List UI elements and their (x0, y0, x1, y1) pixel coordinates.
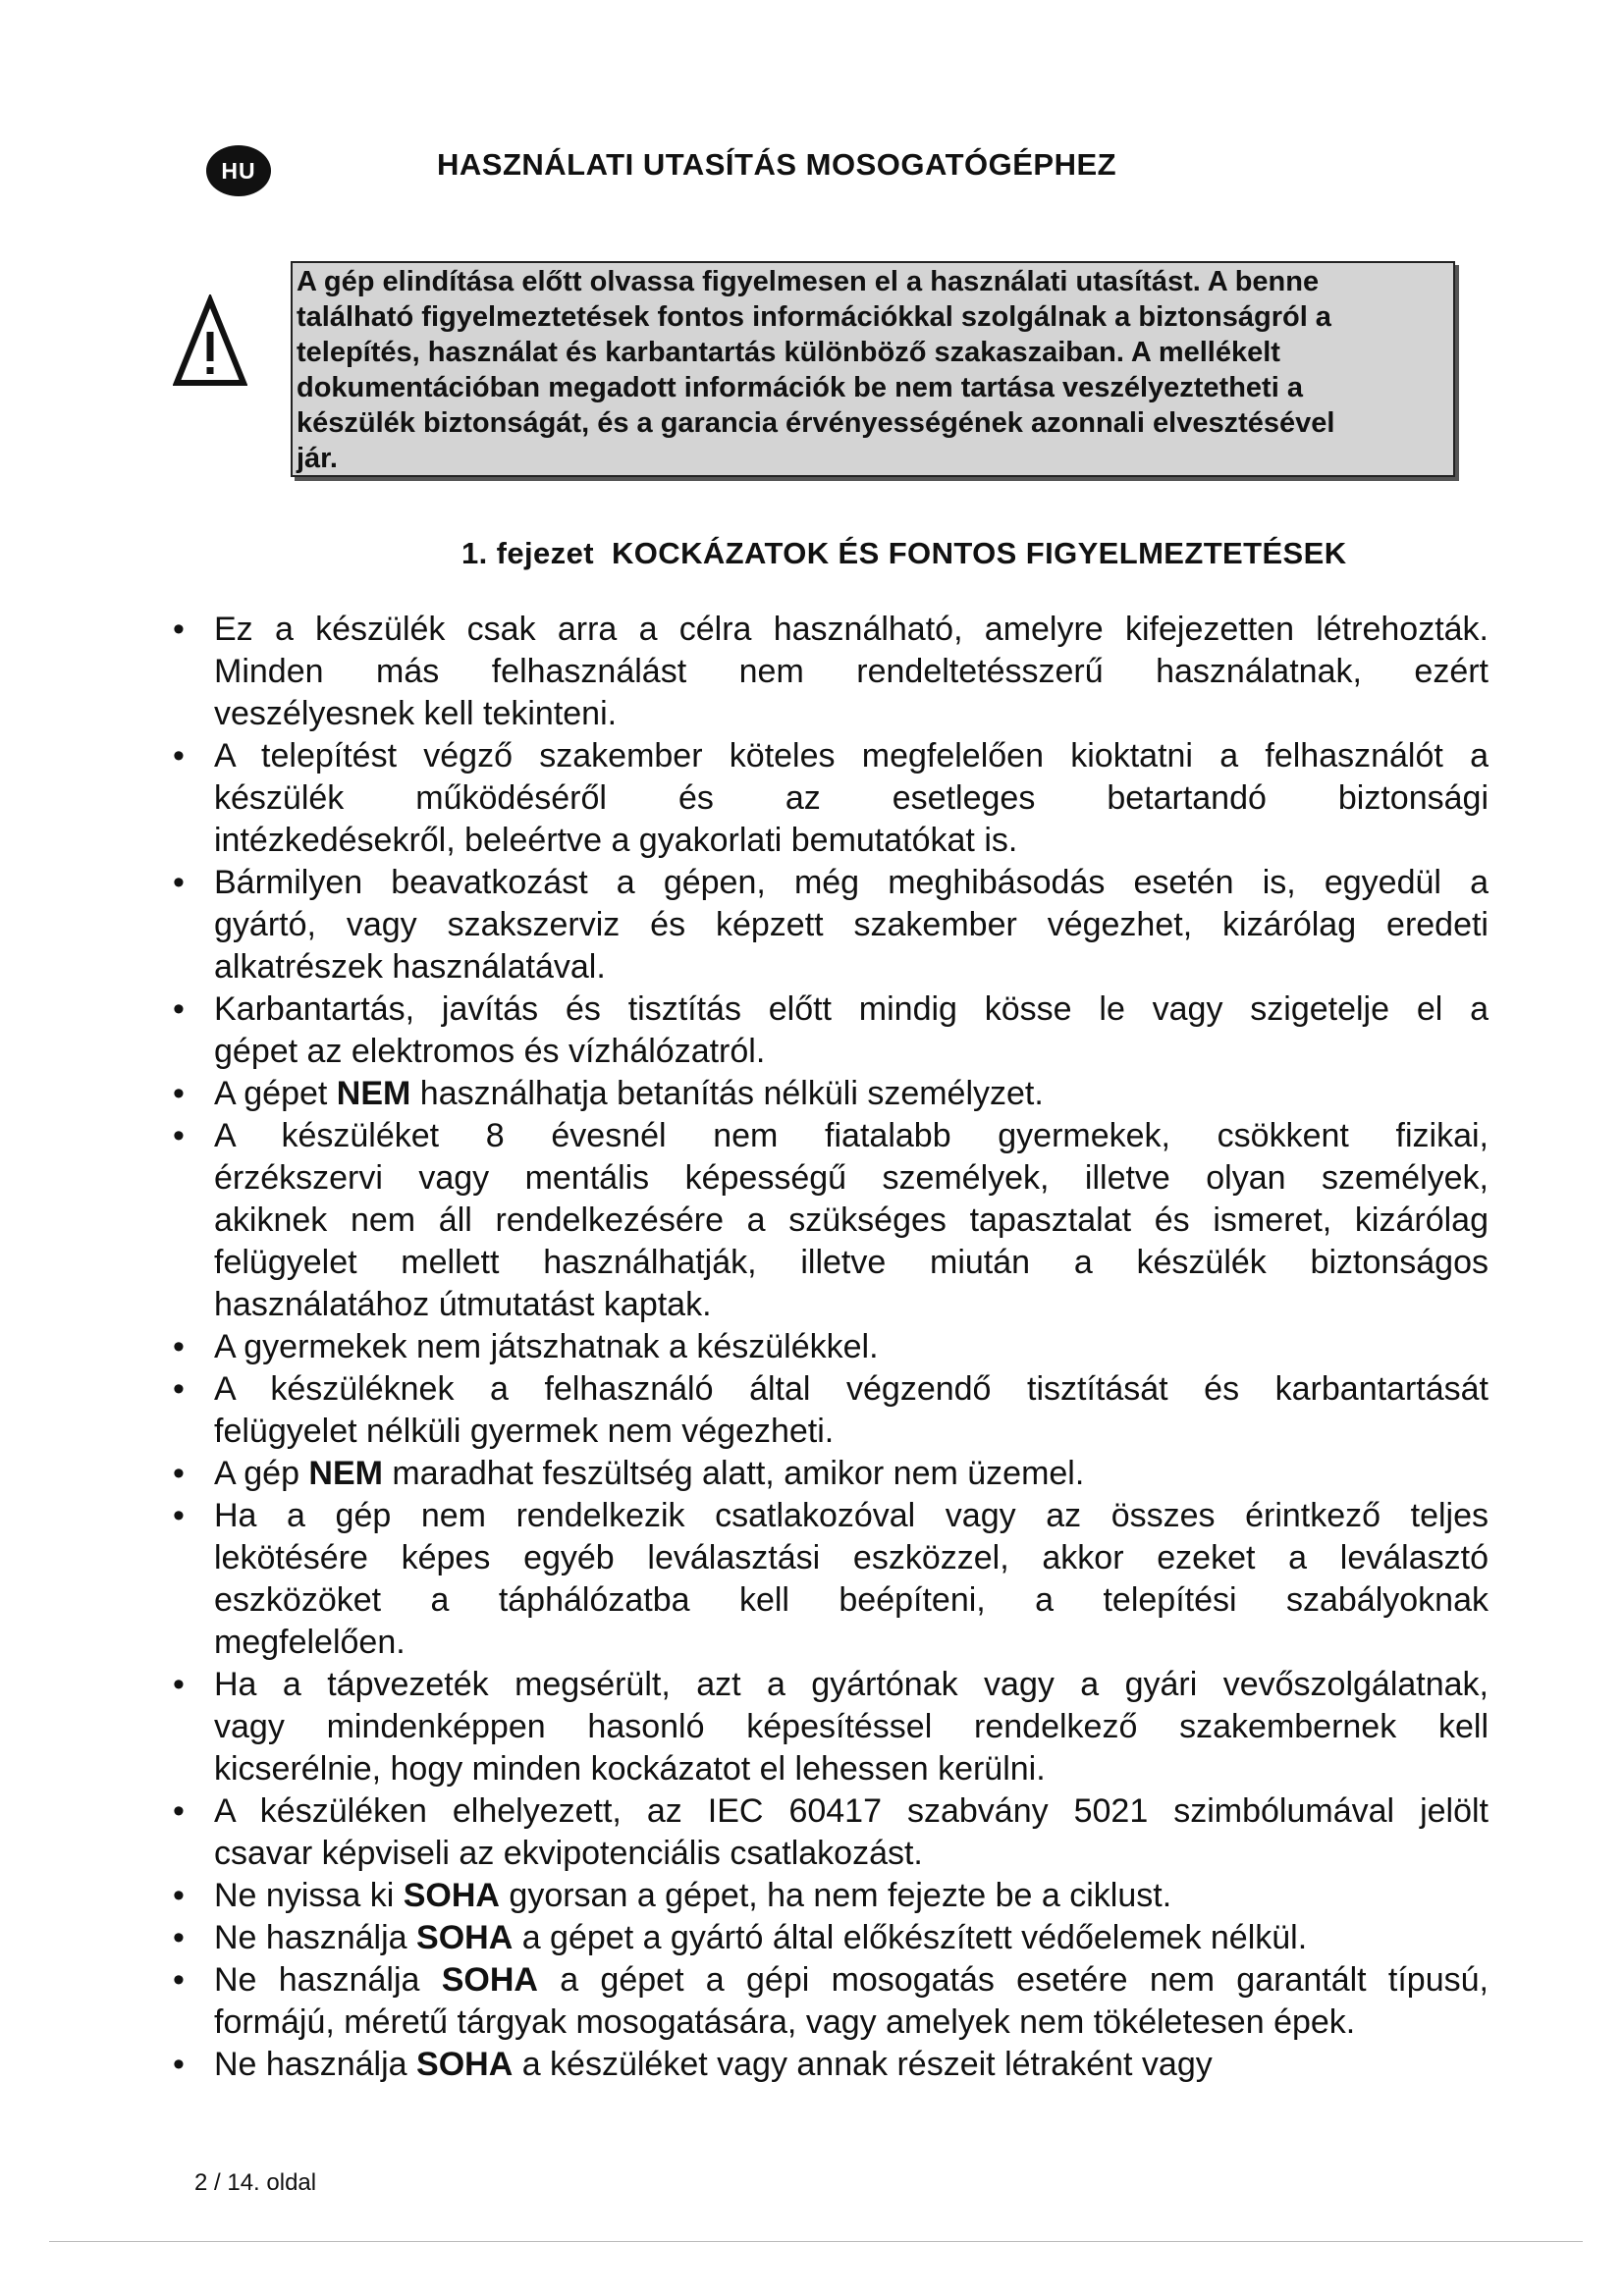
list-item (173, 1875, 1489, 1917)
list-item (173, 1073, 1489, 1115)
list-item-line: A telepítést végző szakember köteles megfelelően kioktatni a felhasználót a (214, 737, 1489, 774)
list-item (173, 735, 1489, 862)
list-item-text: Ne használja (214, 1919, 417, 1956)
list-item (173, 988, 1489, 1073)
risk-warnings-list (173, 609, 1489, 2086)
list-item-line: Ha a gép nem rendelkezik csatlakozóval vagy az összes érintkező teljes (214, 1497, 1489, 1534)
emphasis-text: NEM (308, 1455, 383, 1492)
list-item (173, 1664, 1489, 1790)
list-item-text: A gépet (214, 1075, 337, 1112)
bullet-icon: • (173, 1497, 185, 1534)
emphasis-text: NEM (336, 1075, 411, 1112)
language-badge (206, 145, 271, 196)
document-title: HASZNÁLATI UTASÍTÁS MOSOGATÓGÉPHEZ (437, 147, 1117, 182)
list-item-line: Ne használja SOHA a gépet a gépi mosogatás esetére nem garantált típusú, (214, 1961, 1489, 1999)
list-item-line: vagy mindenképpen hasonló képesítéssel rendelkező szakembernek kell (214, 1708, 1489, 1745)
list-item-line: formájú, méretű tárgyak mosogatására, vagy amelyek nem tökéletesen épek. (214, 2003, 1356, 2041)
list-item-text: a készüléket vagy annak részeit létraként vagy (513, 2046, 1213, 2083)
language-code: HU (221, 157, 256, 184)
bullet-icon: • (173, 1370, 185, 1408)
list-item-line: kicserélnie, hogy minden kockázatot el lehessen kerülni. (214, 1750, 1046, 1788)
list-item-line: alkatrészek használatával. (214, 948, 606, 986)
list-item-line: intézkedésekről, beleértve a gyakorlati bemutatókat is. (214, 822, 1018, 859)
chapter-heading (461, 536, 1347, 571)
list-item-line: lekötésére képes egyéb leválasztási eszközzel, akkor ezeket a leválasztó (214, 1539, 1489, 1576)
list-item (173, 1368, 1489, 1453)
list-item (173, 1115, 1489, 1326)
bullet-icon: • (173, 1961, 185, 1999)
list-item-line: felügyelet mellett használhatják, illetve miután a készülék biztonságos (214, 1244, 1489, 1281)
list-item-text: A gép (214, 1455, 309, 1492)
warning-triangle-icon (173, 294, 247, 389)
list-item-line: Ha a tápvezeték megsérült, azt a gyártónak vagy a gyári vevőszolgálatnak, (214, 1666, 1489, 1703)
bullet-icon: • (173, 990, 185, 1028)
list-item-line: Bármilyen beavatkozást a gépen, még meghibásodás esetén is, egyedül a (214, 864, 1489, 901)
list-item-line: veszélyesnek kell tekinteni. (214, 695, 618, 732)
emphasis-text: SOHA (403, 1877, 500, 1914)
list-item (173, 862, 1489, 988)
list-item-line: használatához útmutatást kaptak. (214, 1286, 712, 1323)
emphasis-text: SOHA (441, 1961, 538, 1999)
bullet-icon: • (173, 1328, 185, 1365)
list-item (173, 1959, 1489, 2044)
list-item-line: akiknek nem áll rendelkezésére a szükséges tapasztalat és ismeret, kizárólag (214, 1201, 1489, 1239)
list-item (173, 1790, 1489, 1875)
bullet-icon: • (173, 1666, 185, 1703)
safety-warning-box (291, 261, 1455, 477)
bullet-icon: • (173, 611, 185, 648)
bottom-divider (49, 2241, 1583, 2242)
chapter-title: KOCKÁZATOK ÉS FONTOS FIGYELMEZTETÉSEK (611, 536, 1347, 570)
list-item-line: A készüléket 8 évesnél nem fiatalabb gyermekek, csökkent fizikai, (214, 1117, 1489, 1154)
list-item-text: gyorsan a gépet, ha nem fejezte be a ciklust. (499, 1877, 1172, 1914)
list-item-line: A készüléknek a felhasználó által végzendő tisztítását és karbantartását (214, 1370, 1489, 1408)
emphasis-text: SOHA (416, 1919, 514, 1956)
list-item-line: eszközöket a táphálózatba kell beépíteni, a telepítési szabályoknak (214, 1581, 1489, 1619)
list-item (173, 1917, 1489, 1959)
bullet-icon: • (173, 737, 185, 774)
emphasis-text: SOHA (416, 2046, 514, 2083)
list-item-text: a gépet a gyártó által előkészített védőelemek nélkül. (513, 1919, 1308, 1956)
list-item-line: Ez a készülék csak arra a célra használható, amelyre kifejezetten létrehozták. (214, 611, 1489, 648)
bullet-icon: • (173, 1075, 185, 1112)
list-item-text: Ne használja (214, 2046, 417, 2083)
warning-line: készülék biztonságát, és a garancia érvényességének azonnali elvesztésével (297, 407, 1335, 439)
list-item-line: készülék működéséről és az esetleges betartandó biztonsági (214, 779, 1489, 817)
list-item-line (214, 1073, 1489, 1115)
chapter-number: 1. fejezet (461, 536, 594, 570)
warning-line: A gép elindítása előtt olvassa figyelmesen el a használati utasítást. A benne (297, 266, 1320, 297)
bullet-icon: • (173, 2046, 185, 2083)
list-item-text: Ne nyissa ki (214, 1877, 404, 1914)
list-item-text: használhatja betanítás nélküli személyzet. (410, 1075, 1044, 1112)
list-item-line: megfelelően. (214, 1624, 406, 1661)
list-item-line: csavar képviseli az ekvipotenciális csatlakozást. (214, 1835, 923, 1872)
list-item-line: érzékszervi vagy mentális képességű személyek, illetve olyan személyek, (214, 1159, 1489, 1197)
list-item-line: A gyermekek nem játszhatnak a készülékkel. (214, 1328, 879, 1365)
warning-line: telepítés, használat és karbantartás különböző szakaszaiban. A mellékelt (297, 337, 1280, 368)
warning-line: található figyelmeztetések fontos információkkal szolgálnak a biztonságról a (297, 301, 1331, 333)
list-item (173, 1453, 1489, 1495)
list-item-text: maradhat feszültség alatt, amikor nem üzemel. (382, 1455, 1085, 1492)
list-item-line: Minden más felhasználást nem rendeltetésszerű használatnak, ezért (214, 653, 1489, 690)
list-item (173, 1326, 1489, 1368)
list-item-line: Karbantartás, javítás és tisztítás előtt mindig kösse le vagy szigetelje el a (214, 990, 1489, 1028)
list-item-line (214, 1917, 1489, 1959)
bullet-icon: • (173, 1877, 185, 1914)
list-item-line (214, 1453, 1489, 1495)
bullet-icon: • (173, 1919, 185, 1956)
warning-line: jár. (297, 443, 338, 474)
list-item-line: A készüléken elhelyezett, az IEC 60417 szabvány 5021 szimbólumával jelölt (214, 1792, 1489, 1830)
list-item-line (214, 2044, 1489, 2086)
warning-line: dokumentációban megadott információk be nem tartása veszélyeztetheti a (297, 372, 1303, 403)
list-item-line: felügyelet nélküli gyermek nem végezheti. (214, 1413, 835, 1450)
list-item-line: gyártó, vagy szakszerviz és képzett szakember végezhet, kizárólag eredeti (214, 906, 1489, 943)
list-item-line (214, 1875, 1489, 1917)
list-item-line: gépet az elektromos és vízhálózatról. (214, 1033, 766, 1070)
bullet-icon: • (173, 864, 185, 901)
list-item (173, 1495, 1489, 1664)
page-number: 2 / 14. oldal (194, 2169, 317, 2196)
bullet-icon: • (173, 1792, 185, 1830)
list-item (173, 2044, 1489, 2086)
bullet-icon: • (173, 1117, 185, 1154)
bullet-icon: • (173, 1455, 185, 1492)
list-item (173, 609, 1489, 735)
